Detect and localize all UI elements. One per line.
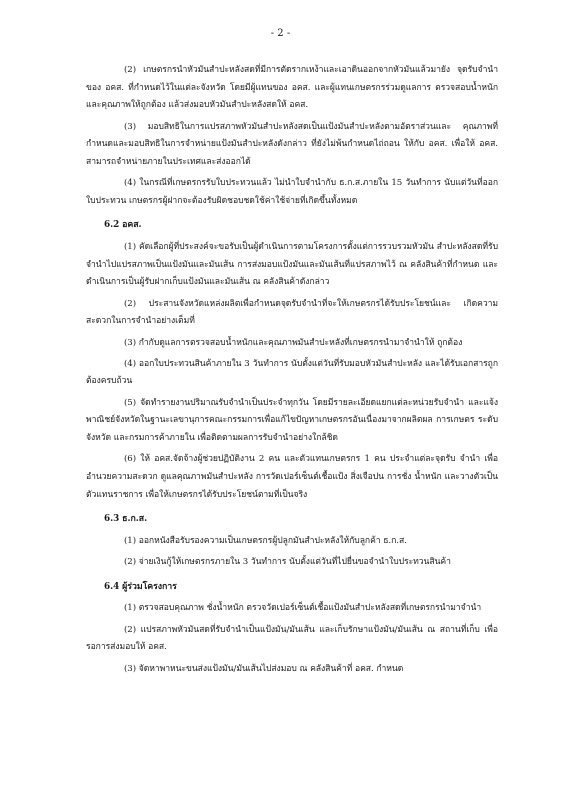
section-heading-6-2: 6.2 อคส. [104, 220, 142, 231]
paragraph-intro-2: (2) เกษตรกรนำหัวมันสำปะหลังสดที่มีการตัดรากเหง้าและเอาดินออกจากหัวมันแล้วมายัง จุดรับจำนำของ อคส. ที่กำหนดไว้ในแต่ละจังหวัด โดยมีผู้แทนของ อคส. และผู้แทนเกษตรกรร่วมดูแลการ ตรวจสอบน้ำหนักและคุณภาพให้ถูกต้อง แล้วส่งมอบหัวมันสำปะหลังสดให้ อคส. [86, 65, 498, 111]
section-heading-6-3: 6.3 ธ.ก.ส. [104, 514, 148, 525]
paragraph-6-2-3: (3) กำกับดูแลการตรวจสอบน้ำหนักและคุณภาพมันสำปะหลังที่เกษตรกรนำมาจำนำให้ ถูกต้อง [124, 337, 463, 348]
paragraph-6-2-5: (5) จัดทำรายงานปริมาณรับจำนำเป็นประจำทุกวัน โดยมีรายละเอียดแยกแต่ละหน่วยรับจำนำ และแจ้งพาณิชย์จังหวัดในฐานะเลขานุการคณะกรรมการเพื่อแก้ไขปัญหาเกษตรกรอันเนื่องมาจากผลิตผล การเกษตร ระดับจังหวัด และกรมการค้าภายใน เพื่อติดตามผลการรับจำนำอย่างใกล้ชิด [86, 397, 498, 444]
paragraph-intro-4: (4) ในกรณีที่เกษตรกรรับใบประทวนแล้ว ไม่นำใบจำนำกับ ธ.ก.ส.ภายใน 15 วันทำการ นับแต่วันที่ออกใบประทวน เกษตรกรผู้ฝากจะต้องรับผิดชอบชดใช้ค่าใช้จ่ายที่เกิดขึ้นทั้งหมด [86, 178, 498, 206]
paragraph-intro-3: (3) มอบสิทธิในการแปรสภาพหัวมันสำปะหลังสดเป็นแป้งมันสำปะหลังตามอัตราส่วนและ คุณภาพที่กำหนดและมอบสิทธิในการจำหน่ายแป้งมันสำปะหลังดังกล่าว ที่ยังไม่พ้นกำหนดไถ่ถอน ให้กับ อคส. เพื่อให้ อคส. สามารถจำหน่ายภายในประเทศและส่งออกได้ [86, 121, 498, 167]
paragraph-6-2-6: (6) ให้ อคส.จัดจ้างผู้ช่วยปฏิบัติงาน 2 คน และตัวแทนเกษตรกร 1 คน ประจำแต่ละจุดรับ จำนำ เพื่ออำนวยความสะดวก ดูแลคุณภาพมันสำปะหลัง การวัดเปอร์เซ็นต์เชื้อแป้ง สิ่งเจือปน การชั่ง น้ำหนัก และวางตัวเป็นตัวแทนราชการ เพื่อให้เกษตรกรได้รับประโยชน์ตามที่เป็นจริง [86, 454, 498, 500]
paragraph-6-2-1: (1) คัดเลือกผู้ที่ประสงค์จะขอรับเป็นผู้ดำเนินการตามโครงการตั้งแต่การรวบรวมหัวมัน สำปะหลังสดที่รับจำนำไปแปรสภาพเป็นแป้งมันและมันเส้น การส่งมอบแป้งมันและมันเส้นที่แปรสภาพไว้ ณ คลังสินค้าที่กำหนด และดำเนินการเป็นผู้รับฝากเก็บแป้งมันและมันเส้น ณ คลังสินค้าดังกล่าว [86, 241, 498, 288]
paragraph-6-4-3: (3) จัดหาพาหนะขนส่งแป้งมัน/มันเส้นไปส่งมอบ ณ คลังสินค้าที่ อคส. กำหนด [124, 663, 404, 674]
document-body [86, 62, 498, 682]
paragraph-6-3-2: (2) จ่ายเงินกู้ให้เกษตรกรภายใน 3 วันทำการ นับตั้งแต่วันที่ไปยื่นขอจำนำใบประทวนสินค้า [124, 557, 451, 568]
paragraph-6-3-1: (1) ออกหนังสือรับรองความเป็นเกษตรกรผู้ปลูกมันสำปะหลังให้กับลูกค้า ธ.ก.ส. [124, 535, 407, 546]
page-number: - 2 - [270, 28, 291, 39]
paragraph-6-2-2: (2) ประสานจังหวัดแหล่งผลิตเพื่อกำหนดจุดรับจำนำที่จะให้เกษตรกรได้รับประโยชน์และ เกิดความสะดวกในการจำนำอย่างเต็มที่ [86, 298, 498, 327]
paragraph-6-2-4: (4) ออกใบประทวนสินค้าภายใน 3 วันทำการ นับตั้งแต่วันที่รับมอบหัวมันสำปะหลัง และได้รับเอกสารถูกต้องครบถ้วน [86, 358, 498, 387]
paragraph-6-4-2: (2) แปรสภาพหัวมันสดที่รับจำนำเป็นแป้งมัน/มันเส้น และเก็บรักษาแป้งมัน/มันเส้น ณ สถานที่เก็บ เพื่อรอการส่งมอบให้ อคส. [86, 624, 498, 653]
section-heading-6-4: 6.4 ผู้ร่วมโครงการ [104, 581, 177, 592]
paragraph-6-4-1: (1) ตรวจสอบคุณภาพ ชั่งน้ำหนัก ตรวจวัดเปอร์เซ็นต์เชื้อแป้งมันสำปะหลังสดที่เกษตรกรนำมาจำนำ [124, 603, 482, 614]
